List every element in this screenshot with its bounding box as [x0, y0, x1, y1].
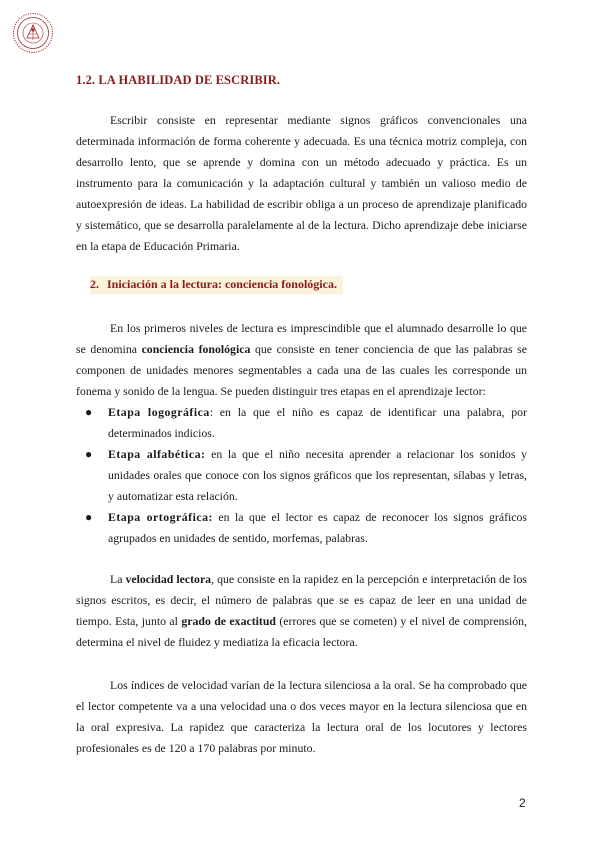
page-number: 2 [519, 796, 526, 810]
paragraph-phonological-text-1: En los primeros niveles de lectura es imprescindible que el alumnado desarrolle lo que se denomina [76, 321, 527, 356]
stage-separator: : [209, 405, 214, 419]
keyword-grado-exactitud: grado de exactitud [181, 614, 276, 628]
paragraph-reading-speed-text-1: La [110, 572, 126, 586]
stage-term: Etapa ortográfica: [108, 510, 213, 524]
stage-description: en la que el niño es capaz de identificar una palabra, por determinados indicios. [108, 405, 527, 440]
stage-description: en la que el niño necesita aprender a relacionar los sonidos y unidades orales que conoce con los signos gráficos que los representan, sílabas y letras, y automatizar esta relación. [108, 447, 527, 503]
list-item [76, 444, 527, 507]
subheading-number: 2. [90, 277, 99, 291]
stage-description: en la que el lector es capaz de reconocer los signos gráficos agrupados en unidades de sentido, morfemas, palabras. [108, 510, 527, 545]
paragraph-reading-speed-text-3: (errores que se cometen) y el nivel de comprensión, determina el nivel de fluidez y mediatiza la eficacia lectora. [76, 614, 527, 649]
keyword-conciencia-fonologica: conciencia fonológica [141, 342, 251, 356]
paragraph-writing [76, 110, 527, 257]
subheading [90, 276, 343, 294]
section-heading: 1.2. LA HABILIDAD DE ESCRIBIR. [76, 73, 281, 87]
bullet-icon: ● [85, 510, 93, 524]
bullet-icon: ● [85, 447, 93, 461]
paragraph-phonological-text-2: que consiste en tener conciencia de que las palabras se componen de unidades menores segmentables a cada una de las cuales les corresponde un fonema y sonido de la lengua. Se pueden distinguir tres etapas en el aprendizaje lector: [76, 342, 527, 398]
paragraph-speed-indices [76, 675, 527, 759]
bullet-icon: ● [85, 405, 93, 419]
paragraph-reading-speed-text-2: , que consiste en la rapidez en la percepción e interpretación de los signos escritos, es decir, el número de palabras que se es capaz de leer en una unidad de tiempo. Esta, junto al [76, 572, 527, 628]
stage-term: Etapa logográfica [108, 405, 210, 419]
university-seal-icon [12, 12, 54, 54]
paragraph-writing-text: Escribir consiste en representar mediante signos gráficos convencionales una determinada información de forma coherente y adecuada. Es una técnica motriz compleja, con desarrollo lento, que se aprende y domina con un método adecuado y práctica. Es un instrumento para la comunicación y la adaptación cultural y también un valioso medio de autoexpresión de ideas. La habilidad de escribir obliga a un proceso de aprendizaje planificado y sistemático, que se desarrolla paralelamente al de la lectura. Dicho aprendizaje debe iniciarse en la etapa de Educación Primaria. [76, 113, 527, 253]
list-item [76, 402, 527, 444]
paragraph-reading-speed [76, 569, 527, 653]
paragraph-speed-indices-text: Los índices de velocidad varían de la lectura silenciosa a la oral. Se ha comprobado que el lector competente va a una velocidad una o dos veces mayor en la lectura silenciosa que en la oral expresiva. La rapidez que caracteriza la lectura oral de los locutores y lectores profesionales es de 120 a 170 palabras por minuto. [76, 678, 527, 755]
stages-list [76, 402, 527, 549]
paragraph-phonological [76, 318, 527, 402]
keyword-velocidad-lectora: velocidad lectora [125, 572, 212, 586]
list-item [76, 507, 527, 549]
subheading-text: Iniciación a la lectura: conciencia fonológica. [107, 277, 337, 291]
stage-term: Etapa alfabética: [108, 447, 206, 461]
